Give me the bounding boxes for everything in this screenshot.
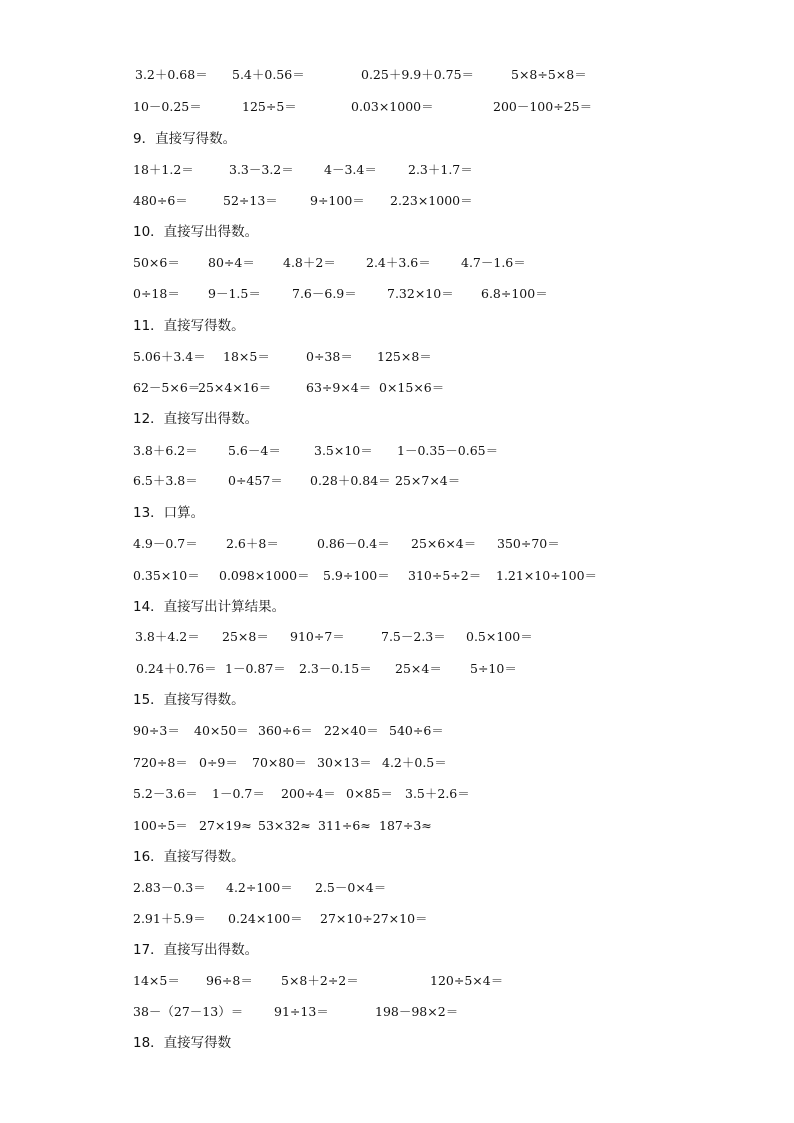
- arithmetic-problem: 2.6＋8＝: [226, 536, 279, 551]
- arithmetic-problem: 25×4＝: [395, 661, 442, 676]
- arithmetic-problem: 7.6－6.9＝: [292, 286, 357, 301]
- arithmetic-problem: 9－1.5＝: [208, 286, 261, 301]
- arithmetic-problem: 3.8＋4.2＝: [135, 629, 200, 644]
- arithmetic-problem: 30×13＝: [317, 755, 372, 770]
- problem-row: [0, 627, 794, 647]
- arithmetic-problem: 910÷7＝: [290, 629, 345, 644]
- arithmetic-problem: 6.5＋3.8＝: [133, 473, 198, 488]
- arithmetic-problem: 360÷6＝: [258, 723, 313, 738]
- problem-row: [0, 253, 794, 273]
- arithmetic-problem: 9÷100＝: [310, 193, 365, 208]
- problem-row: [0, 659, 794, 679]
- problem-row: [0, 65, 794, 85]
- arithmetic-problem: 5×8÷5×8＝: [511, 67, 587, 82]
- problem-row: [0, 160, 794, 180]
- section-heading: 10．直接写出得数。: [133, 224, 259, 240]
- arithmetic-problem: 25×7×4＝: [395, 473, 461, 488]
- arithmetic-problem: 0×15×6＝: [379, 380, 445, 395]
- arithmetic-problem: 0÷38＝: [306, 349, 353, 364]
- arithmetic-problem: 0.28＋0.84＝: [310, 473, 391, 488]
- arithmetic-problem: 25×8＝: [222, 629, 269, 644]
- problem-row: [0, 816, 794, 836]
- arithmetic-problem: 3.2＋0.68＝: [135, 67, 208, 82]
- arithmetic-problem: 91÷13＝: [274, 1004, 329, 1019]
- arithmetic-problem: 4.2＋0.5＝: [382, 755, 447, 770]
- arithmetic-problem: 3.3－3.2＝: [229, 162, 294, 177]
- arithmetic-problem: 2.23×1000＝: [390, 193, 473, 208]
- arithmetic-problem: 52÷13＝: [223, 193, 278, 208]
- arithmetic-problem: 18＋1.2＝: [133, 162, 194, 177]
- arithmetic-problem: 50×6＝: [133, 255, 180, 270]
- problem-row: [0, 284, 794, 304]
- arithmetic-problem: 96÷8＝: [206, 973, 253, 988]
- arithmetic-problem: 0.24×100＝: [228, 911, 303, 926]
- arithmetic-problem: 4－3.4＝: [324, 162, 377, 177]
- arithmetic-problem: 200－100÷25＝: [493, 99, 593, 114]
- arithmetic-problem: 311÷6≈: [318, 818, 371, 833]
- arithmetic-problem: 0.25＋9.9＋0.75＝: [361, 67, 475, 82]
- arithmetic-problem: 25×6×4＝: [411, 536, 477, 551]
- problem-row: [0, 971, 794, 991]
- arithmetic-problem: 0×85＝: [346, 786, 393, 801]
- section-heading: 11．直接写得数。: [133, 318, 245, 334]
- arithmetic-problem: 6.8÷100＝: [481, 286, 548, 301]
- arithmetic-problem: 7.32×10＝: [387, 286, 454, 301]
- arithmetic-problem: 0.098×1000＝: [219, 568, 310, 583]
- section-heading: 17．直接写出得数。: [133, 942, 259, 958]
- problem-row: [0, 721, 794, 741]
- arithmetic-problem: 0÷18＝: [133, 286, 180, 301]
- arithmetic-problem: 5.6－4＝: [228, 443, 281, 458]
- arithmetic-problem: 5÷10＝: [470, 661, 517, 676]
- arithmetic-problem: 63÷9×4＝: [306, 380, 372, 395]
- arithmetic-problem: 5×8＋2÷2＝: [281, 973, 359, 988]
- problem-row: [0, 878, 794, 898]
- arithmetic-problem: 0.03×1000＝: [351, 99, 434, 114]
- arithmetic-problem: 5.4＋0.56＝: [232, 67, 305, 82]
- section-heading: 9．直接写得数。: [133, 131, 237, 147]
- problem-row: [0, 1002, 794, 1022]
- arithmetic-problem: 0÷457＝: [228, 473, 283, 488]
- problem-row: [0, 753, 794, 773]
- arithmetic-problem: 3.5＋2.6＝: [405, 786, 470, 801]
- problem-row: [0, 378, 794, 398]
- arithmetic-problem: 80÷4＝: [208, 255, 255, 270]
- arithmetic-problem: 70×80＝: [252, 755, 307, 770]
- arithmetic-problem: 350÷70＝: [497, 536, 560, 551]
- arithmetic-problem: 125÷5＝: [242, 99, 297, 114]
- arithmetic-problem: 100÷5＝: [133, 818, 188, 833]
- arithmetic-problem: 2.5－0×4＝: [315, 880, 387, 895]
- problem-row: [0, 566, 794, 586]
- arithmetic-problem: 5.2－3.6＝: [133, 786, 198, 801]
- arithmetic-problem: 720÷8＝: [133, 755, 188, 770]
- arithmetic-problem: 0.35×10＝: [133, 568, 200, 583]
- arithmetic-problem: 18×5＝: [223, 349, 270, 364]
- problem-row: [0, 471, 794, 491]
- arithmetic-problem: 25×4×16＝: [198, 380, 272, 395]
- arithmetic-problem: 0.86－0.4＝: [317, 536, 390, 551]
- arithmetic-problem: 62－5×6＝: [133, 380, 201, 395]
- arithmetic-problem: 53×32≈: [258, 818, 311, 833]
- arithmetic-problem: 10－0.25＝: [133, 99, 202, 114]
- arithmetic-problem: 1.21×10÷100＝: [496, 568, 598, 583]
- problem-row: [0, 191, 794, 211]
- arithmetic-problem: 0.5×100＝: [466, 629, 533, 644]
- arithmetic-problem: 4.8＋2＝: [283, 255, 336, 270]
- arithmetic-problem: 1－0.7＝: [212, 786, 265, 801]
- problem-row: [0, 909, 794, 929]
- arithmetic-problem: 125×8＝: [377, 349, 432, 364]
- section-heading: 13．口算。: [133, 505, 205, 521]
- arithmetic-problem: 4.2÷100＝: [226, 880, 293, 895]
- arithmetic-problem: 4.7－1.6＝: [461, 255, 526, 270]
- problem-row: [0, 97, 794, 117]
- arithmetic-problem: 5.9÷100＝: [323, 568, 390, 583]
- arithmetic-problem: 2.91＋5.9＝: [133, 911, 206, 926]
- arithmetic-problem: 1－0.35－0.65＝: [397, 443, 499, 458]
- arithmetic-problem: 14×5＝: [133, 973, 180, 988]
- arithmetic-problem: 3.8＋6.2＝: [133, 443, 198, 458]
- arithmetic-problem: 187÷3≈: [379, 818, 432, 833]
- section-heading: 14．直接写出计算结果。: [133, 599, 286, 615]
- arithmetic-problem: 0.24＋0.76＝: [136, 661, 217, 676]
- section-heading: 15．直接写得数。: [133, 692, 245, 708]
- arithmetic-problem: 200÷4＝: [281, 786, 336, 801]
- problem-row: [0, 534, 794, 554]
- arithmetic-problem: 7.5－2.3＝: [381, 629, 446, 644]
- arithmetic-problem: 4.9－0.7＝: [133, 536, 198, 551]
- arithmetic-problem: 90÷3＝: [133, 723, 180, 738]
- section-heading: 16．直接写得数。: [133, 849, 245, 865]
- arithmetic-problem: 480÷6＝: [133, 193, 188, 208]
- arithmetic-problem: 22×40＝: [324, 723, 379, 738]
- arithmetic-problem: 3.5×10＝: [314, 443, 373, 458]
- arithmetic-problem: 198－98×2＝: [375, 1004, 459, 1019]
- section-heading: 18．直接写得数: [133, 1035, 232, 1051]
- arithmetic-problem: 1－0.87＝: [225, 661, 286, 676]
- arithmetic-problem: 540÷6＝: [389, 723, 444, 738]
- arithmetic-problem: 310÷5÷2＝: [408, 568, 482, 583]
- arithmetic-problem: 2.3－0.15＝: [299, 661, 372, 676]
- arithmetic-problem: 38－（27－13）＝: [133, 1004, 244, 1019]
- arithmetic-problem: 5.06＋3.4＝: [133, 349, 206, 364]
- arithmetic-problem: 2.4＋3.6＝: [366, 255, 431, 270]
- section-heading: 12．直接写出得数。: [133, 411, 259, 427]
- problem-row: [0, 784, 794, 804]
- arithmetic-problem: 27×19≈: [199, 818, 252, 833]
- problem-row: [0, 441, 794, 461]
- arithmetic-problem: 0÷9＝: [199, 755, 238, 770]
- arithmetic-problem: 2.3＋1.7＝: [408, 162, 473, 177]
- problem-row: [0, 347, 794, 367]
- arithmetic-problem: 2.83－0.3＝: [133, 880, 206, 895]
- arithmetic-problem: 27×10÷27×10＝: [320, 911, 428, 926]
- arithmetic-problem: 120÷5×4＝: [430, 973, 504, 988]
- arithmetic-problem: 40×50＝: [194, 723, 249, 738]
